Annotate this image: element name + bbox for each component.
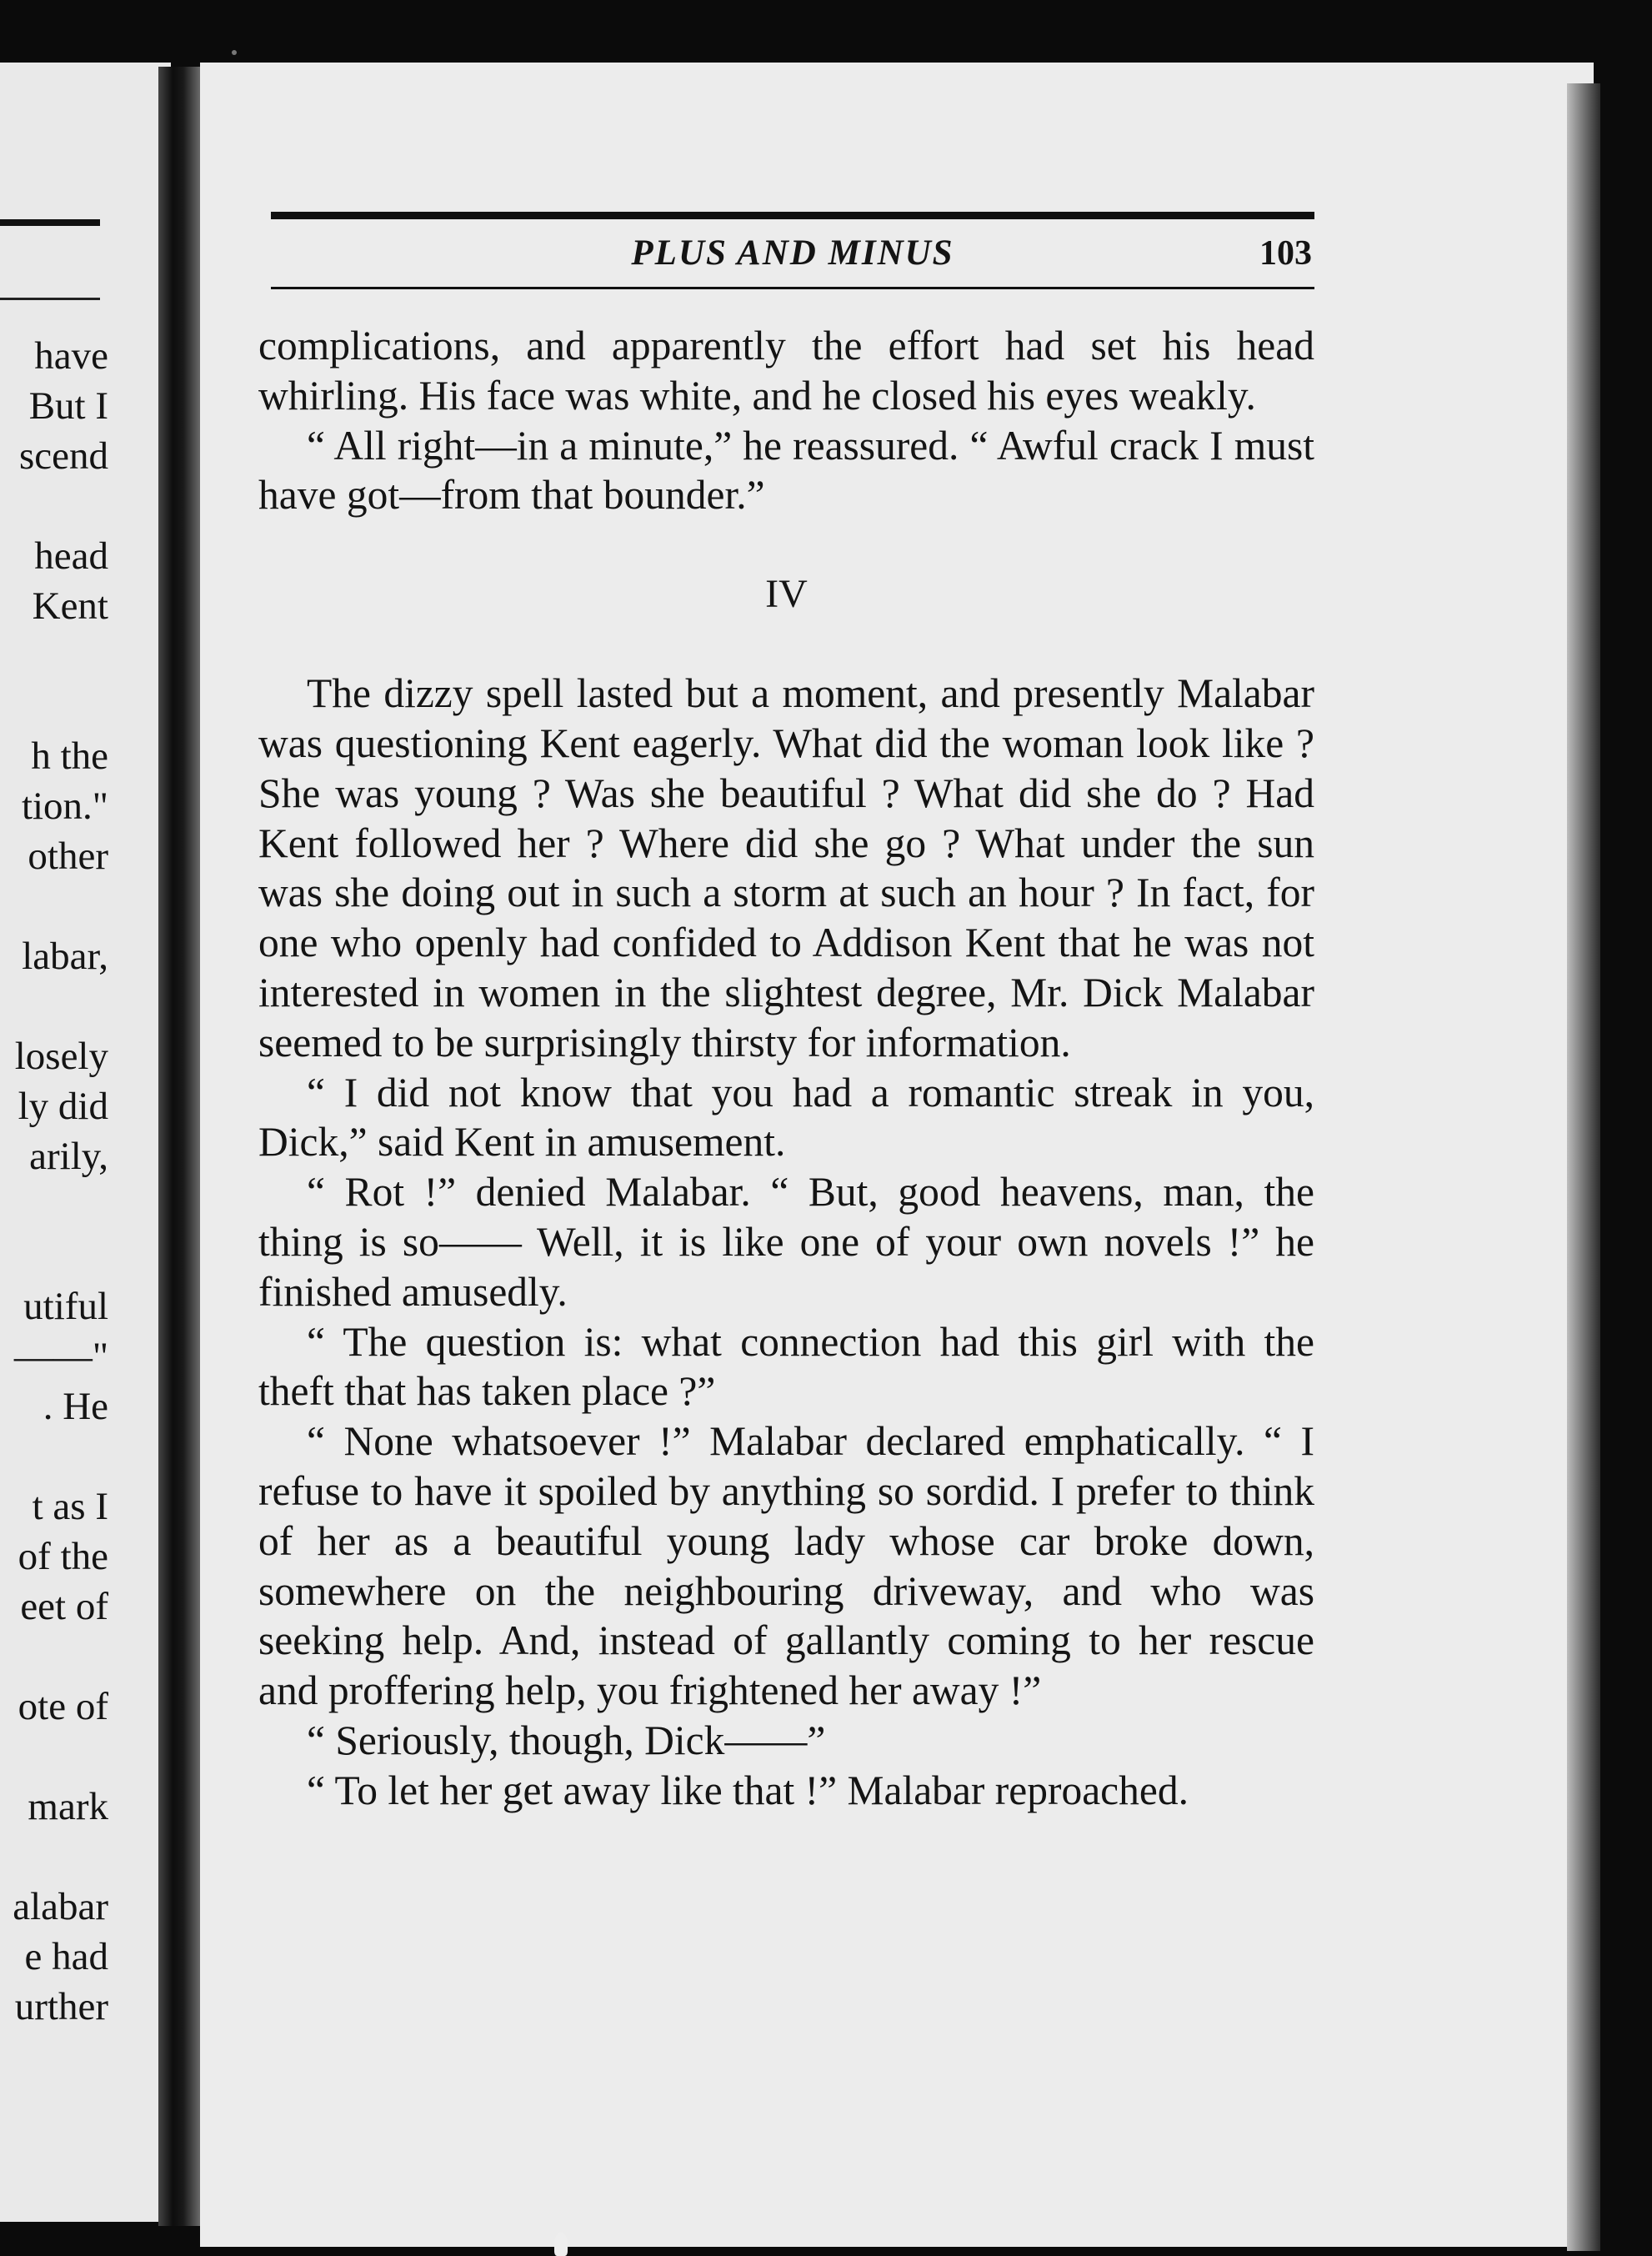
left-page-line: t as I	[32, 1485, 108, 1528]
paragraph: “ Seriously, though, Dick——”	[307, 1717, 826, 1763]
scan-artifact	[554, 2233, 568, 2256]
paragraph: complications, and apparently the effort had set his head whirling. His face was white, and he closed his eyes weakly.	[258, 323, 1314, 419]
header-rule-bottom	[271, 287, 1314, 289]
left-page-line: alabar	[13, 1885, 108, 1928]
paragraphs-before-section	[258, 321, 1314, 520]
left-page-line: ly did	[18, 1085, 108, 1128]
paragraph: “ None whatsoever !” Malabar declared emphatically. “ I refuse to have it spoiled by anything so sordid. I prefer to think of her as a beautiful young lady whose car broke down, somewhere on the neighbouring driveway, and who was seeking help. And, instead of gallantly coming to her rescue and proffering help, you frightened her away !”	[258, 1418, 1314, 1714]
page-body	[258, 321, 1314, 1816]
left-page-line: mark	[28, 1785, 108, 1828]
left-page-line: urther	[14, 1985, 108, 2028]
left-page-line: ote of	[18, 1685, 108, 1728]
left-page-line: eet of	[20, 1585, 108, 1628]
left-page-line: tion."	[21, 785, 108, 828]
left-facing-page	[0, 63, 171, 2222]
left-page-line: utiful	[23, 1285, 108, 1328]
paragraphs-after-section	[258, 669, 1314, 1815]
left-page-line: scend	[18, 434, 108, 478]
paragraph: “ All right—in a minute,” he reassured. “ Awful crack I must have got—from that bounder.”	[258, 422, 1314, 519]
left-page-line: losely	[14, 1035, 108, 1078]
left-page-line: . He	[43, 1385, 108, 1428]
scan-speck	[232, 50, 237, 55]
left-page-line: e had	[24, 1935, 108, 1978]
left-page-line: head	[34, 534, 108, 578]
left-page-line: ——"	[13, 1335, 108, 1378]
paragraph: “ To let her get away like that !” Malabar reproached.	[307, 1767, 1189, 1813]
section-heading: IV	[765, 572, 808, 617]
left-header-rule	[0, 219, 100, 226]
book-gutter	[158, 67, 200, 2226]
paragraph: “ I did not know that you had a romantic streak in you, Dick,” said Kent in amusement.	[258, 1069, 1314, 1166]
paragraph: The dizzy spell lasted but a moment, and presently Malabar was questioning Kent eagerly. What did the woman look like ? She was young ? Was she beautiful ? What did she do ? Had Kent followed her ? Where did she go ? What under the sun was she doing out in such a storm at such an hour ? In fact, for one who openly had confided to Addison Kent that he was not interested in women in the slightest degree, Mr. Dick Malabar seemed to be surprisingly thirsty for information.	[258, 670, 1314, 1065]
left-page-line: have	[34, 334, 108, 378]
left-page-line: arily,	[29, 1135, 108, 1178]
left-page-line: Kent	[32, 584, 108, 628]
left-page-line: But I	[28, 384, 108, 428]
left-page-line: labar,	[22, 935, 108, 978]
left-page-line: other	[28, 835, 108, 878]
paragraph: “ The question is: what connection had this girl with the theft that has taken place ?”	[258, 1318, 1314, 1415]
page-number: 103	[1259, 234, 1312, 273]
left-page-line: h the	[31, 734, 108, 778]
header-rule-top	[271, 212, 1314, 219]
left-page-line: of the	[18, 1535, 108, 1578]
page-edge-shadow	[1567, 83, 1600, 2251]
running-title: PLUS AND MINUS	[631, 233, 954, 273]
left-header-rule-thin	[0, 298, 100, 300]
paragraph: “ Rot !” denied Malabar. “ But, good heavens, man, the thing is so—— Well, it is like one of your own novels !” he finished amusedly.	[258, 1169, 1314, 1315]
